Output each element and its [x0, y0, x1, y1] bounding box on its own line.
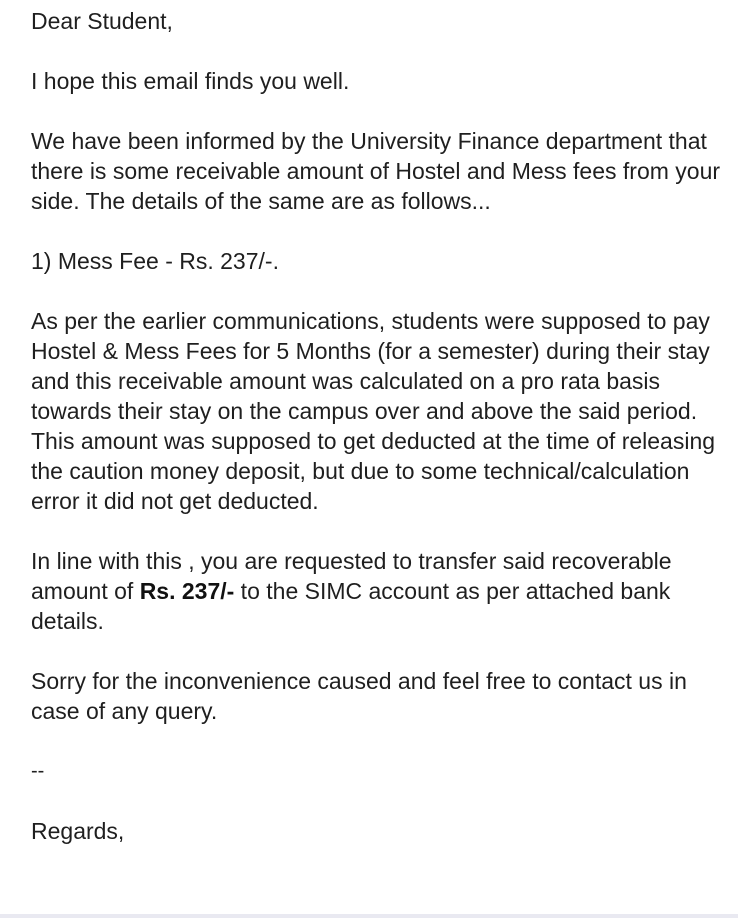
info-paragraph: We have been informed by the University Finance department that there is some receivable amount of Hostel and Mess fees from your side. The details of the same are as follows... [31, 128, 721, 214]
bottom-bar [0, 914, 738, 918]
email-body [31, 6, 721, 846]
request-paragraph [31, 546, 721, 636]
request-amount: Rs. 237/- [139, 578, 235, 604]
explanation-paragraph: As per the earlier communications, students were supposed to pay Hostel & Mess Fees for 5 Months (for a semester) during their stay and this receivable amount was calculated on a pro rata basis towards their stay on the campus over and above the said period. This amount was supposed to get deducted at the time of releasing the caution money deposit, but due to some technical/calculation error it did not get deducted. [31, 308, 716, 514]
request-text-before: In line with this , you are requested to transfer said recoverable amount of [31, 548, 672, 604]
greeting: Dear Student, [31, 8, 173, 34]
fee-item: 1) Mess Fee - Rs. 237/-. [31, 248, 279, 274]
request-text-after: to the SIMC account as per attached bank details. [31, 578, 671, 634]
apology-paragraph: Sorry for the inconvenience caused and feel free to contact us in case of any query. [31, 668, 687, 724]
signature-separator: -- [31, 760, 45, 782]
intro-line: I hope this email finds you well. [31, 68, 350, 94]
closing: Regards, [31, 818, 125, 844]
